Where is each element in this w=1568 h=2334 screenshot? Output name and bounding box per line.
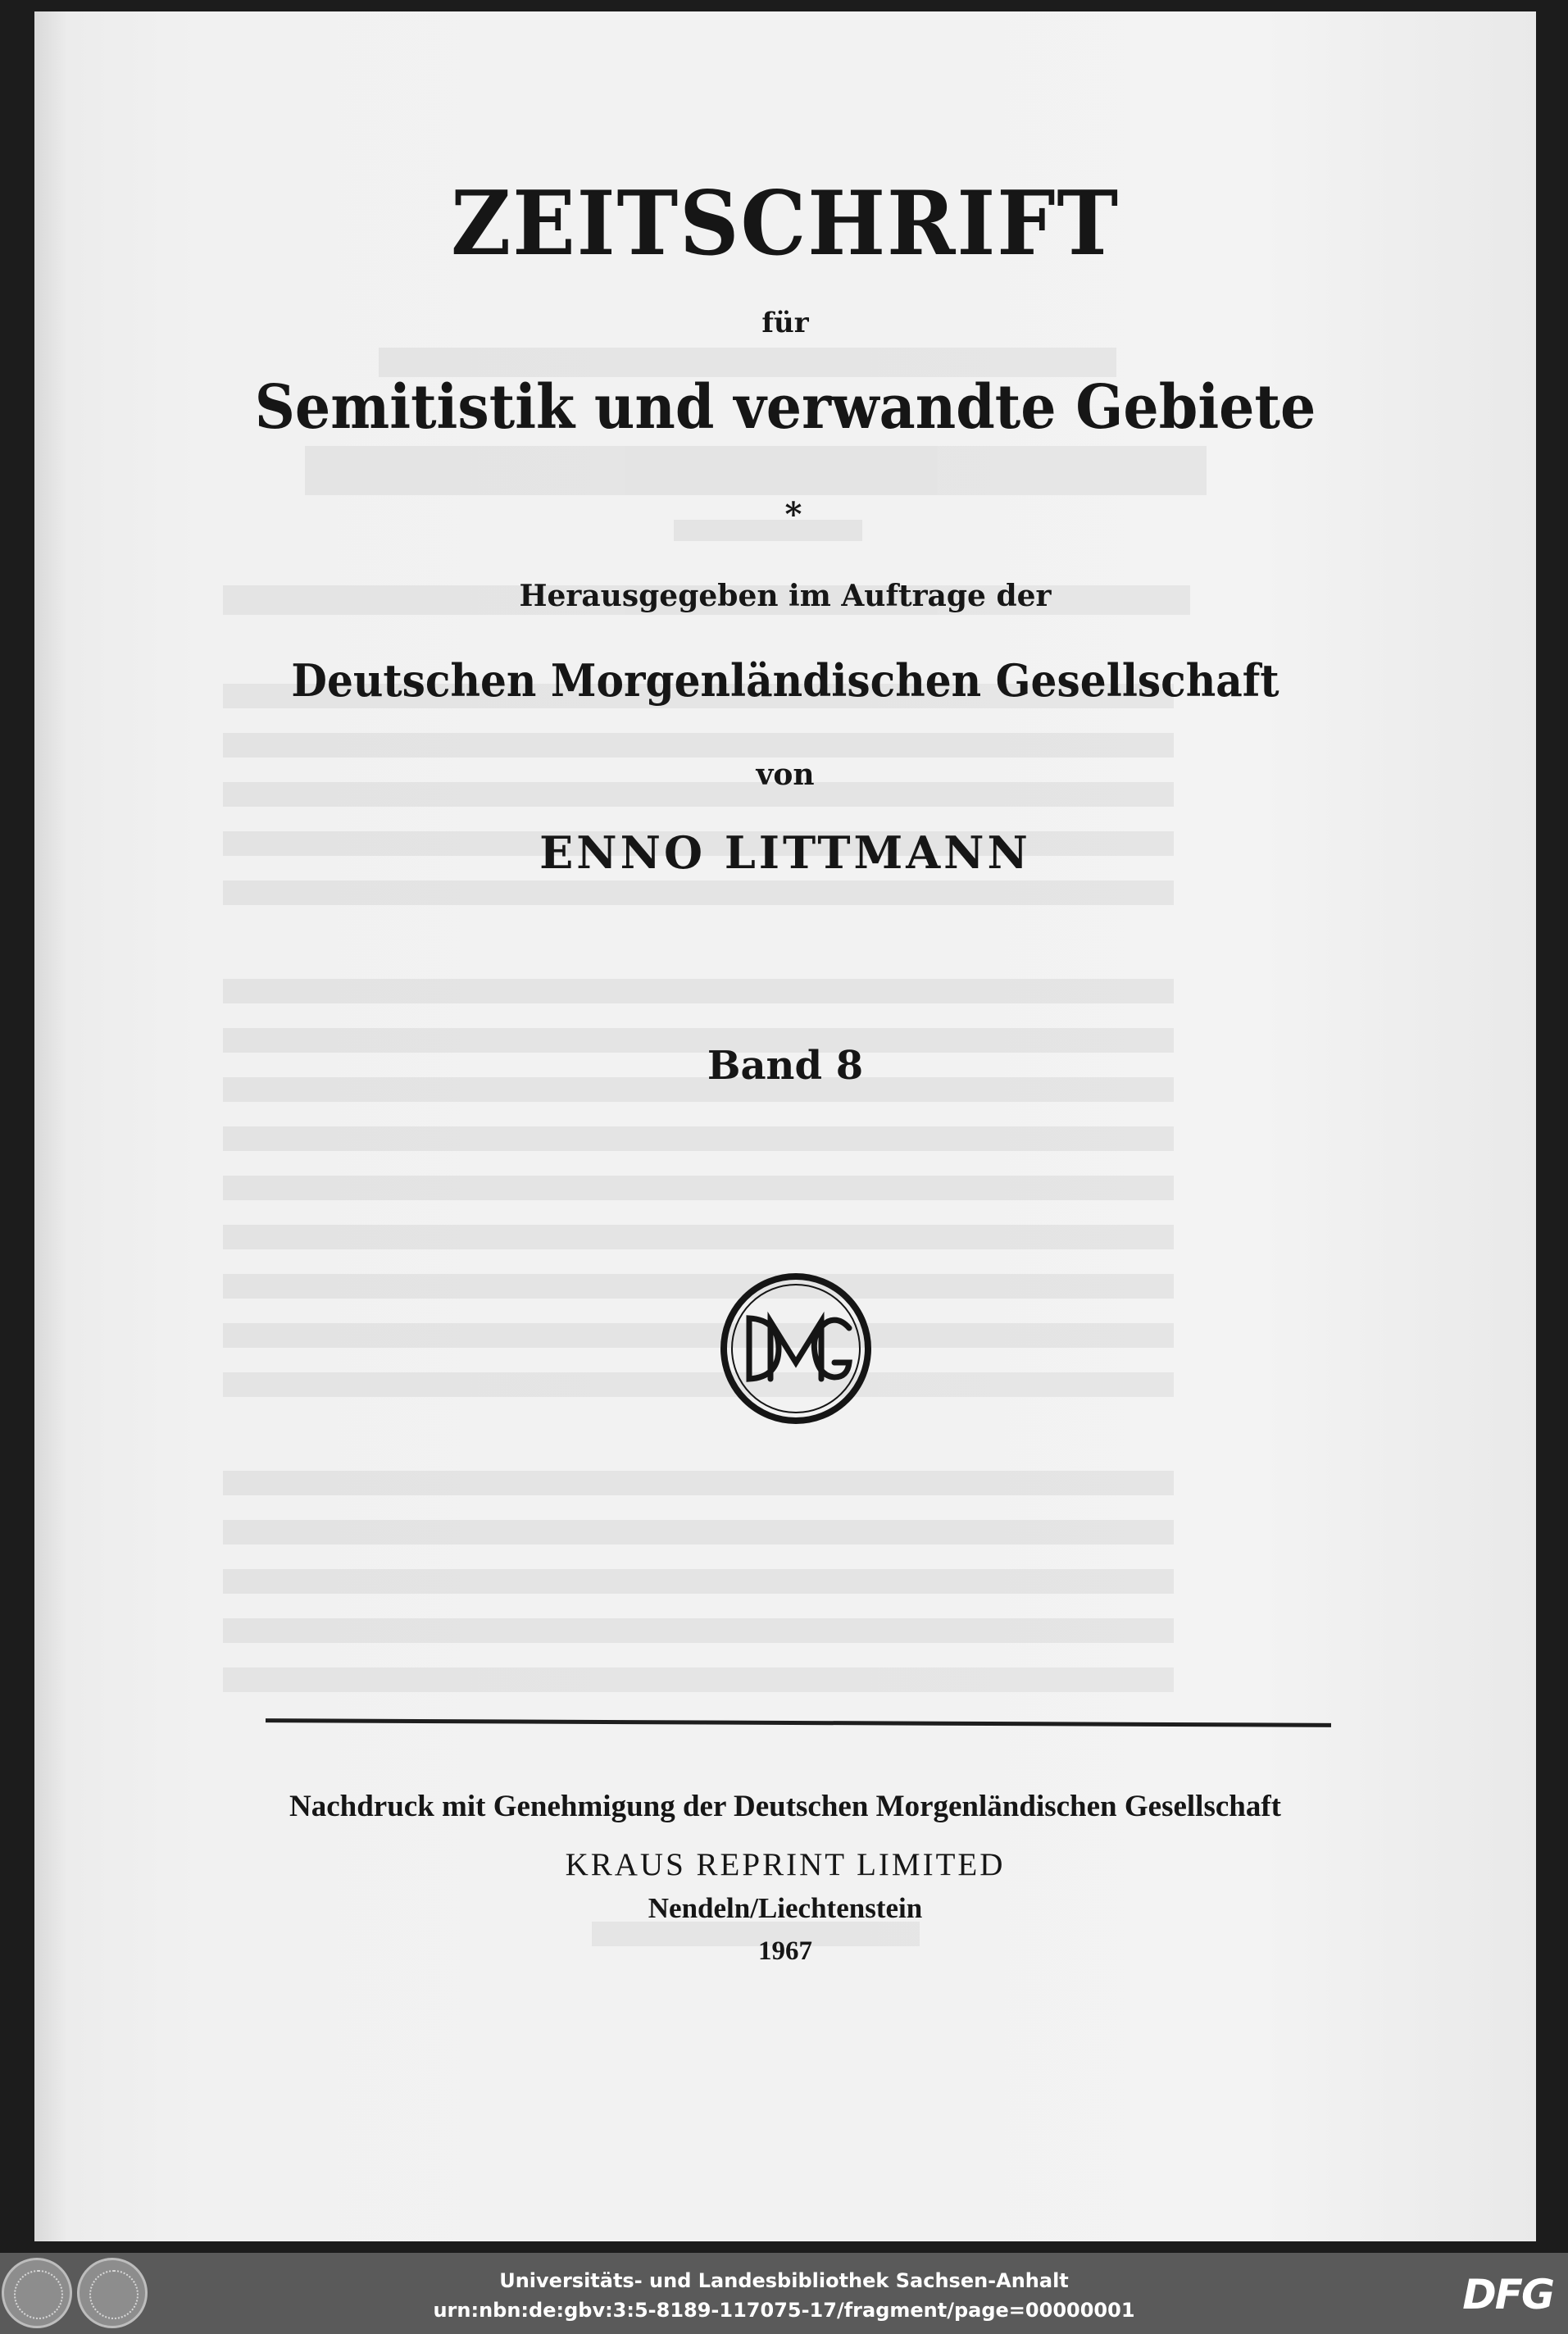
ornament-asterisk: * [784, 495, 802, 534]
title-connector: für [761, 307, 809, 339]
digitization-footer [0, 2253, 1568, 2334]
reprint-notice: Nachdruck mit Genehmigung der Deutschen Morgenländischen Gesellschaft [289, 1790, 1282, 1823]
journal-title: ZEITSCHRIFT [451, 172, 1120, 275]
society-name: Deutschen Morgenländischen Gesellschaft [291, 654, 1279, 707]
editor-line: Herausgegeben im Auftrage der [519, 579, 1052, 613]
dfg-logo: DFG [1462, 2271, 1553, 2318]
urn-link[interactable]: urn:nbn:de:gbv:3:5-8189-117075-17/fragment/page=00000001 [433, 2299, 1135, 2322]
publisher-name: KRAUS REPRINT LIMITED [565, 1847, 1006, 1882]
journal-subtitle: Semitistik und verwandte Gebiete [254, 372, 1316, 443]
publisher-place: Nendeln/Liechtenstein [648, 1892, 923, 1924]
volume-label: Band 8 [707, 1043, 864, 1089]
publication-year: 1967 [758, 1936, 812, 1966]
author-name: ENNO LITTMANN [539, 826, 1031, 879]
horizontal-rule [266, 1718, 1331, 1727]
library-name: Universitäts- und Landesbibliothek Sachsen-Anhalt [499, 2269, 1069, 2292]
by-line: von [756, 758, 815, 792]
dmg-logo [718, 1271, 874, 1426]
document-page [34, 11, 1536, 2241]
